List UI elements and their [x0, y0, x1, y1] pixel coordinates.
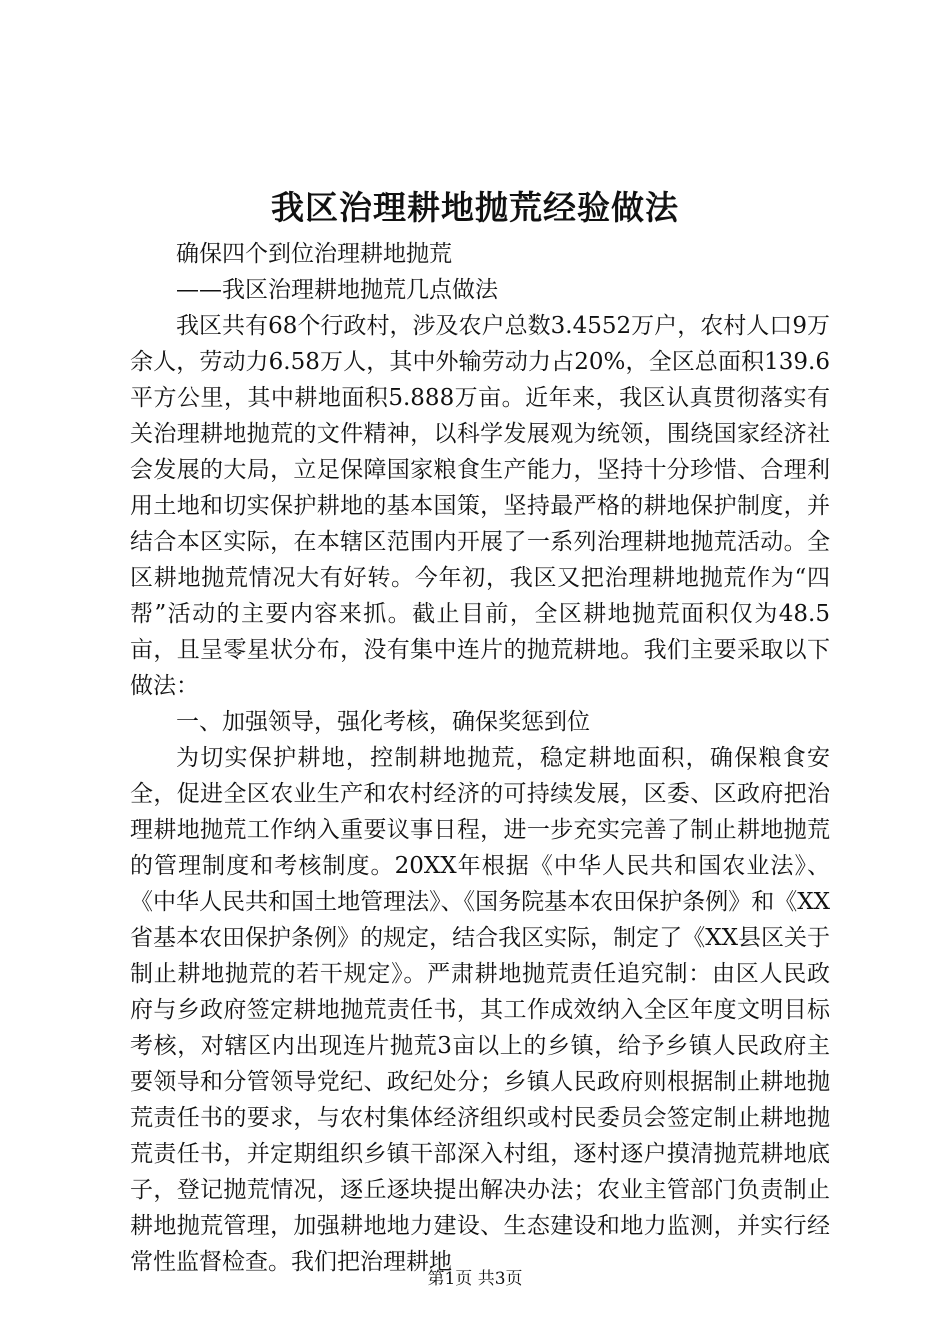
page-title: 我区治理耕地抛荒经验做法: [271, 188, 679, 227]
document-body: [130, 236, 830, 1280]
subtitle-2: ——我区治理耕地抛荒几点做法: [176, 277, 498, 303]
paragraph-1: 我区共有68个行政村，涉及农户总数3.4552万户，农村人口9万余人，劳动力6.58万人，其中外输劳动力占20%，全区总面积139.6平方公里，其中耕地面积5.888万亩。近年来，我区认真贯彻落实有关治理耕地抛荒的文件精神，以科学发展观为统领，围绕国家经济社会发展的大局，立足保障国家粮食生产能力，坚持十分珍惜、合理利用土地和切实保护耕地的基本国策，坚持最严格的耕地保护制度，并结合本区实际，在本辖区范围内开展了一系列治理耕地抛荒活动。全区耕地抛荒情况大有好转。今年初，我区又把治理耕地抛荒作为“四帮”活动的主要内容来抓。截止目前，全区耕地抛荒面积仅为48.5亩，且呈零星状分布，没有集中连片的抛荒耕地。我们主要采取以下做法：: [130, 313, 830, 699]
paragraph-2: 为切实保护耕地，控制耕地抛荒，稳定耕地面积，确保粮食安全，促进全区农业生产和农村经济的可持续发展，区委、区政府把治理耕地抛荒工作纳入重要议事日程，进一步充实完善了制止耕地抛荒的管理制度和考核制度。20XX年根据《中华人民共和国农业法》、《中华人民共和国土地管理法》、《国务院基本农田保护条例》和《XX省基本农田保护条例》的规定，结合我区实际，制定了《XX县区关于制止耕地抛荒的若干规定》。严肃耕地抛荒责任追究制：由区人民政府与乡政府签定耕地抛荒责任书，其工作成效纳入全区年度文明目标考核，对辖区内出现连片抛荒3亩以上的乡镇，给予乡镇人民政府主要领导和分管领导党纪、政纪处分；乡镇人民政府则根据制止耕地抛荒责任书的要求，与农村集体经济组织或村民委员会签定制止耕地抛荒责任书，并定期组织乡镇干部深入村组，逐村逐户摸清抛荒耕地底子，登记抛荒情况，逐丘逐块提出解决办法；农业主管部门负责制止耕地抛荒管理，加强耕地地力建设、生态建设和地力监测，并实行经常性监督检查。我们把治理耕地: [130, 745, 830, 1275]
page-footer: 第1页 共3页: [427, 1269, 523, 1289]
subtitle-1: 确保四个到位治理耕地抛荒: [176, 241, 452, 267]
section-1-heading: 一、加强领导，强化考核，确保奖惩到位: [176, 709, 590, 735]
